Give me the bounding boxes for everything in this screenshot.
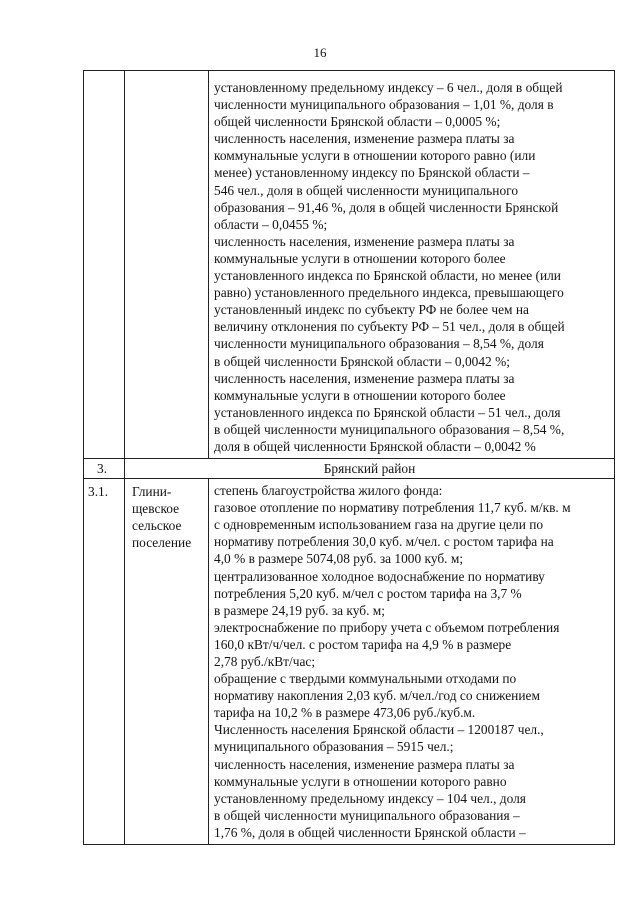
settlement-name: Глини- щевское сельское поселение [132,484,192,551]
table-row-continued [84,71,615,459]
region-name: Брянский район [323,461,416,477]
settlement-number: 3.1. [88,484,109,500]
settlement-description-cell [209,479,615,845]
table-row-settlement [84,479,615,845]
region-name-cell [125,459,615,479]
region-number: 3. [97,461,108,477]
settlement-number-cell [84,479,125,845]
name-cell-empty [125,71,209,459]
page-number: 16 [313,45,327,60]
document-table [83,70,615,845]
description-cell [209,71,615,459]
settlement-name-cell [125,479,209,845]
number-cell-empty [84,71,125,459]
region-number-cell [84,459,125,479]
table-row-region [84,459,615,479]
settlement-description-text: степень благоустройства жилого фонда: газовое отопление по нормативу потребления 11,7 куб. м/кв. м с одновременным использованием газа на другие цели по нормативу потребления 30,0 куб. м/чел. с ростом тарифа на 4,0 % в размере 5074,08 руб. за 1000 куб. м; централизованное холодное водоснабжение по нормативу потребления 5,20 куб. м/чел с ростом тарифа на 3,7 % в размере 24,19 руб. за куб. м; электроснабжение по прибору учета с объемом потребления 160,0 кВт/ч/чел. с ростом тарифа на 4,9 % в размере 2,78 руб./кВт/час; обращение с твердыми коммунальными отходами по нормативу накопления 2,03 куб. м/чел./год со снижением тарифа на 10,2 % в размере 473,06 руб./куб.м. Численность населения Брянской области – 1200187 чел., муниципального образования – 5915 чел.; численность населения, изменение размера платы за коммунальные услуги в отношении которого равно установленному предельному индексу – 104 чел., доля в общей численности муниципального образования – 1,76 %, доля в общей численности Брянской области – [214,483,571,840]
continued-description-text: установленному предельному индексу – 6 чел., доля в общей численности муниципального образования – 1,01 %, доля в общей численности Брянской области – 0,0005 %; численность населения, изменение размера платы за коммунальные услуги в отношении которого равно (или менее) установленному индексу по Брянской области – 546 чел., доля в общей численности муниципального образования – 91,46 %, доля в общей численности Брянской области – 0,0455 %; численность населения, изменение размера платы за коммунальные услуги в отношении которого более установленного индекса по Брянской области, но менее (или равно) установленного предельного индекса, превышающего установленный индекс по субъекту РФ не более чем на величину отклонения по субъекту РФ – 51 чел., доля в общей численности муниципального образования – 8,54 %, доля в общей численности Брянской области – 0,0042 %; численность населения, изменение размера платы за коммунальные услуги в отношении которого более установленного индекса по Брянской области – 51 чел., доля в общей численности муниципального образования – 8,54 %, доля в общей численности Брянской области – 0,0042 % [214,80,565,454]
